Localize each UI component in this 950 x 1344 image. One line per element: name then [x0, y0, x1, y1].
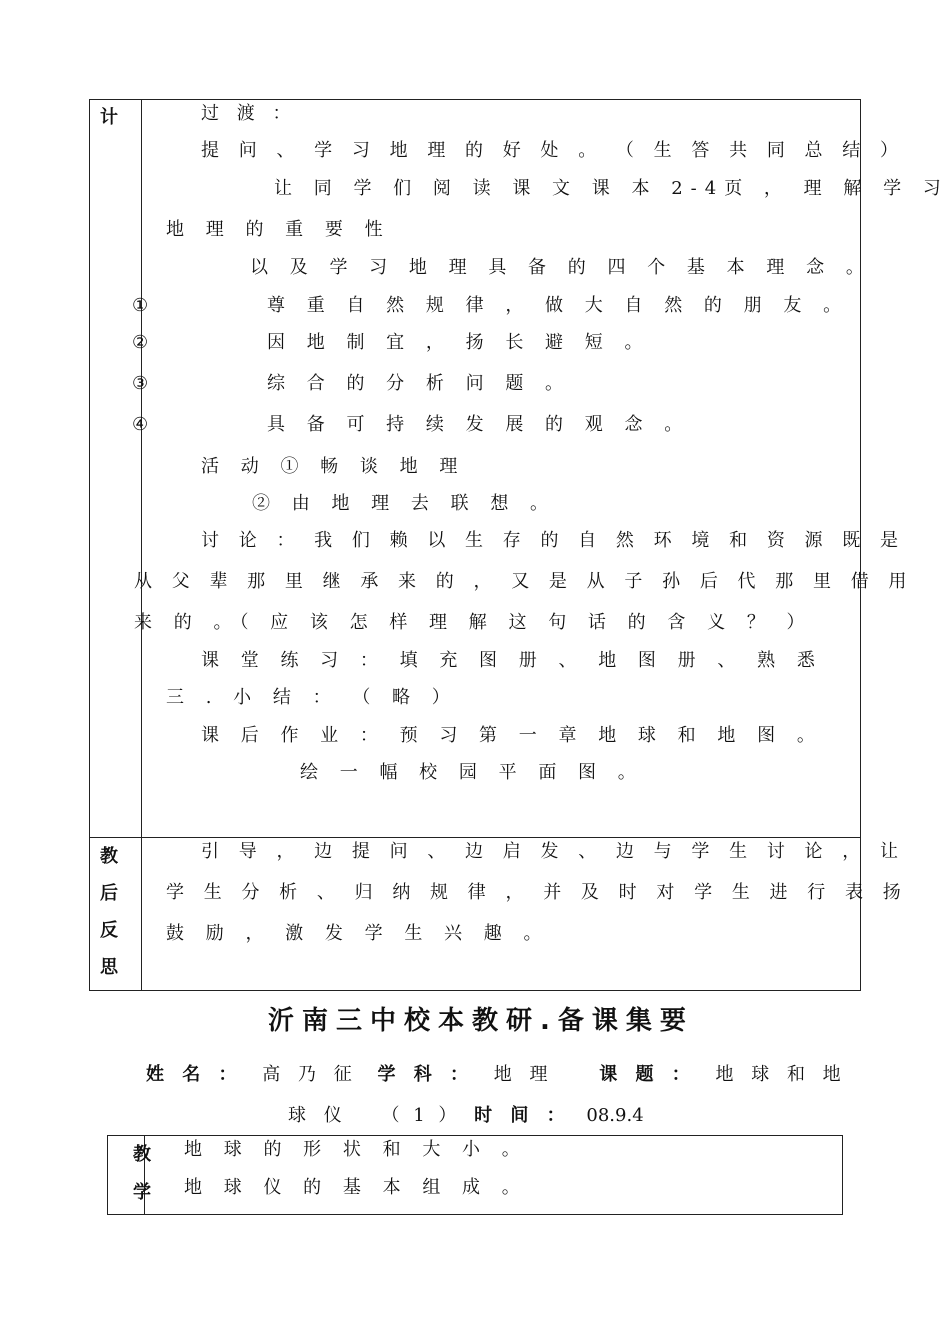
reflection-label-char: 后 — [100, 883, 118, 904]
lesson-line: 从 父 辈 那 里 继 承 来 的 ， 又 是 从 子 孙 后 代 那 里 借 用 — [134, 571, 914, 592]
goals-table — [107, 1135, 843, 1215]
goal-line: 地 球 仪 的 基 本 组 成 。 — [184, 1177, 528, 1198]
lesson-line: 尊 重 自 然 规 律 ， 做 大 自 然 的 朋 友 。 — [267, 295, 850, 316]
goals-label-char: 教 — [133, 1144, 151, 1165]
subject-value: 地 理 — [493, 1064, 554, 1085]
circled-marker: ① — [132, 295, 149, 316]
lesson-line: 让 同 学 们 阅 读 课 文 课 本 2-4页 ， 理 解 学 习 — [274, 178, 949, 199]
lesson-line: 课 后 作 业 ： 预 习 第 一 章 地 球 和 地 图 。 — [201, 725, 823, 746]
goals-label-char: 学 — [133, 1182, 151, 1203]
lesson-line: ② 由 地 理 去 联 想 。 — [252, 493, 557, 514]
lesson-line: 以 及 学 习 地 理 具 备 的 四 个 基 本 理 念 。 — [250, 257, 872, 278]
reflection-line: 学 生 分 析 、 归 纳 规 律 ， 并 及 时 对 学 生 进 行 表 扬 — [166, 882, 908, 903]
column-divider — [141, 100, 142, 990]
lesson-line: 课 堂 练 习 ： 填 充 图 册 、 地 图 册 、 熟 悉 — [201, 650, 823, 671]
circled-marker: ③ — [132, 373, 149, 394]
lesson-line: 具 备 可 持 续 发 展 的 观 念 。 — [267, 414, 691, 435]
circled-marker: ④ — [132, 414, 149, 435]
row-label-design: 计 — [100, 107, 118, 128]
reflection-label-char: 反 — [100, 920, 118, 941]
lesson-line: 提 问 、 学 习 地 理 的 好 处 。 （ 生 答 共 同 总 结 ） — [201, 140, 905, 161]
lesson-line: 地 理 的 重 要 性 — [166, 219, 391, 240]
info-line-2 — [288, 1101, 644, 1127]
lesson-line: 活 动 ① 畅 谈 地 理 — [201, 456, 466, 477]
topic-label: 课 题 ： — [599, 1064, 696, 1085]
name-value: 高 乃 征 — [262, 1064, 358, 1085]
reflection-line: 引 导 ， 边 提 问 、 边 启 发 、 边 与 学 生 讨 论 ， 让 — [201, 841, 905, 862]
lesson-line: 过 渡 ： — [201, 103, 297, 124]
subject-label: 学 科 ： — [377, 1064, 475, 1085]
lesson-line: 综 合 的 分 析 问 题 。 — [267, 373, 572, 394]
topic-value: 地 球 和 地 — [715, 1064, 847, 1085]
reflection-label-char: 教 — [100, 846, 118, 867]
reflection-label-char: 思 — [100, 957, 118, 978]
lesson-line: 来 的 。（ 应 该 怎 样 理 解 这 句 话 的 含 义 ？ ） — [134, 612, 813, 633]
lesson-line: 三 . 小 结 ： （ 略 ） — [166, 687, 458, 708]
lesson-table — [89, 99, 949, 991]
time-label: 时 间 ： — [474, 1105, 571, 1126]
goal-line: 地 球 的 形 状 和 大 小 。 — [184, 1139, 528, 1160]
info-line-1 — [146, 1060, 847, 1086]
page-title: 沂南三中校本教研.备课集要 — [268, 1006, 694, 1036]
topic-value-cont: 球 仪 — [288, 1105, 348, 1126]
name-label: 姓 名 ： — [146, 1064, 243, 1085]
row-divider — [90, 837, 860, 838]
reflection-line: 鼓 励 ， 激 发 学 生 兴 趣 。 — [166, 923, 550, 944]
circled-marker: ② — [132, 332, 149, 353]
topic-number: （ 1 ） — [381, 1105, 461, 1126]
lesson-line: 讨 论 ： 我 们 赖 以 生 存 的 自 然 环 境 和 资 源 既 是 — [201, 530, 905, 551]
lesson-line: 绘 一 幅 校 园 平 面 图 。 — [300, 762, 644, 783]
time-value: 08.9.4 — [586, 1105, 644, 1126]
lesson-line: 因 地 制 宜 ， 扬 长 避 短 。 — [267, 332, 651, 353]
